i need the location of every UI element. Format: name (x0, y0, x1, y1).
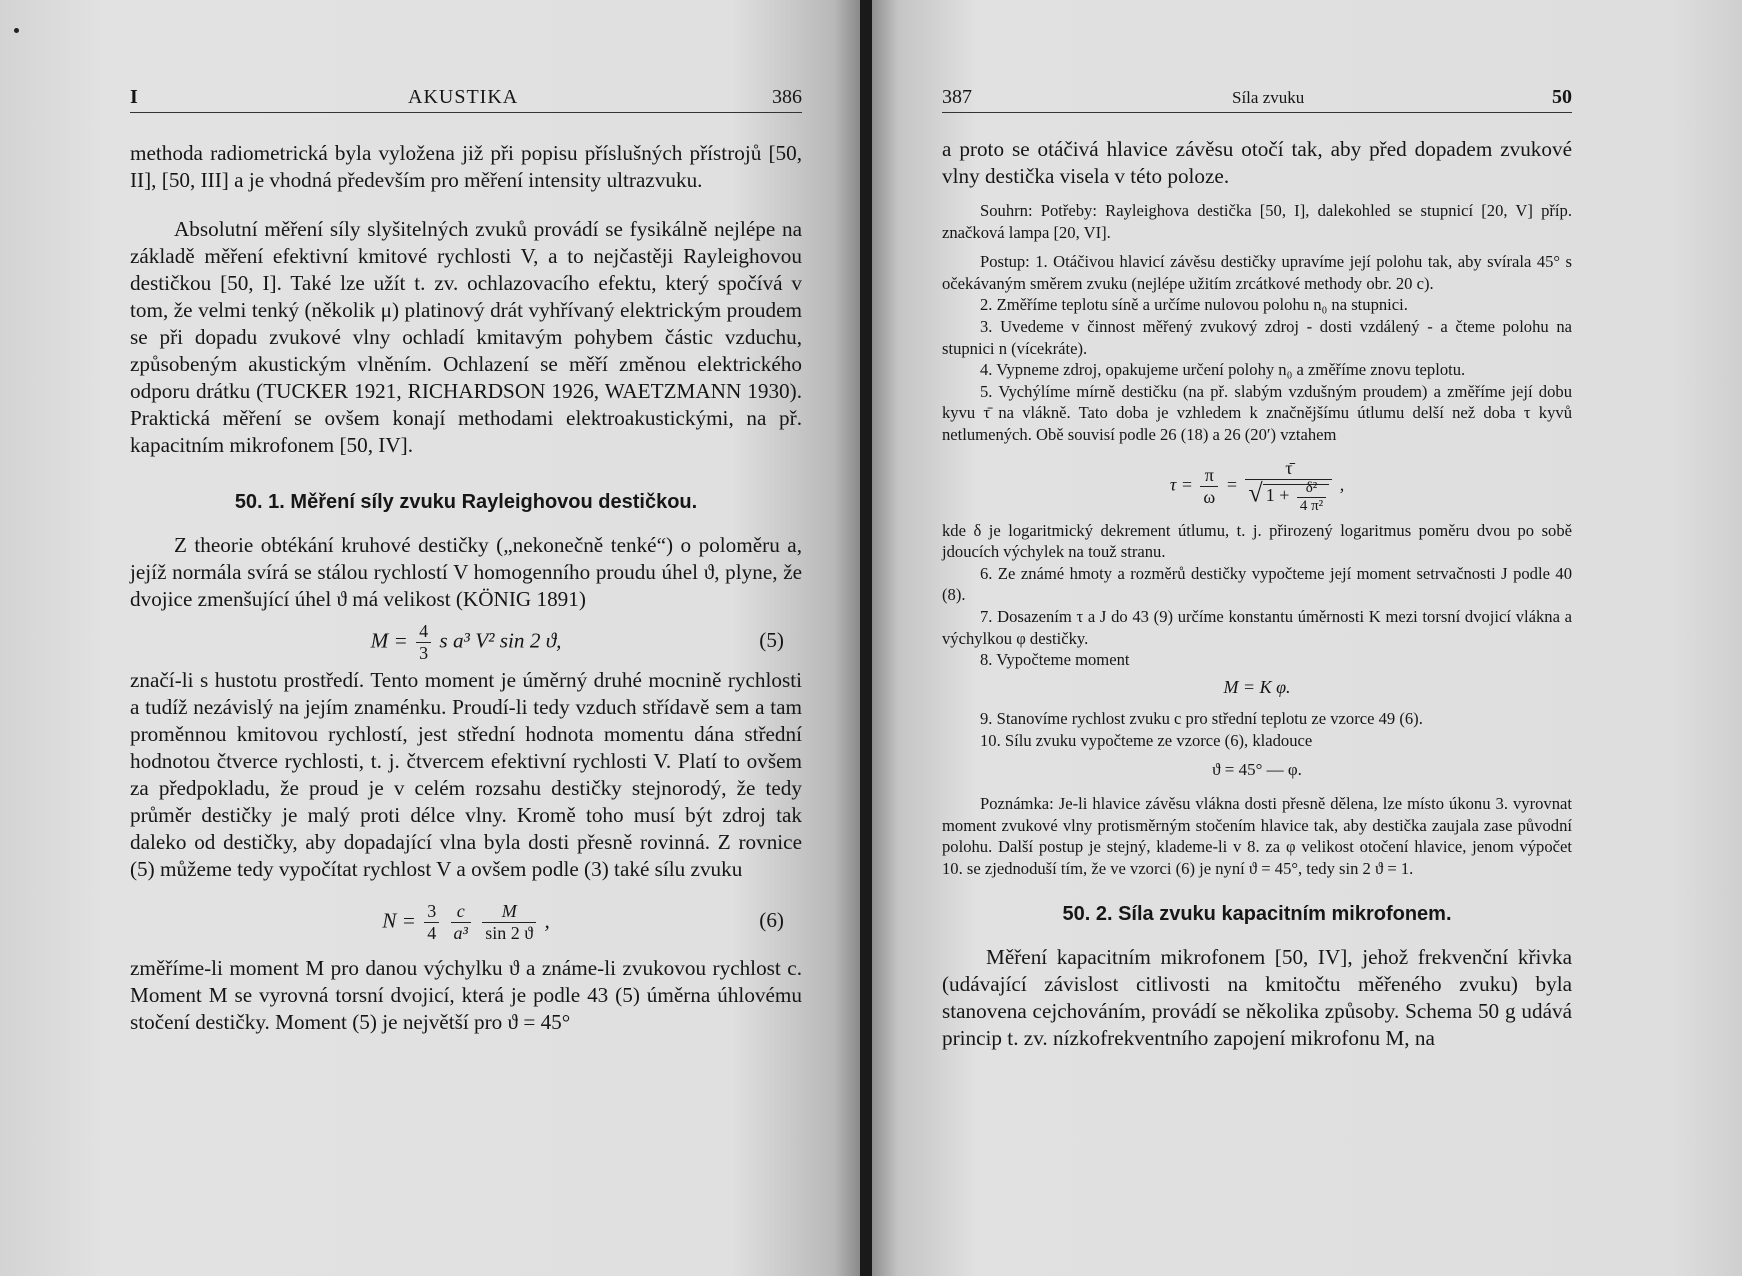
eq-fraction (451, 901, 471, 944)
header-title: Síla zvuku (1232, 88, 1305, 107)
equation-moment: M = K φ. (1223, 676, 1291, 697)
eq-tail: , (544, 908, 550, 933)
equation-label: (6) (759, 908, 784, 932)
fraction-numerator: 4 (416, 621, 431, 643)
procedure-step: 6. Ze známé hmoty a rozměrů destičky vypočteme její moment setrvačnosti J podle 40 (8). (942, 563, 1572, 605)
equation-label: (5) (759, 628, 784, 652)
eq-fraction (482, 901, 536, 944)
left-page (0, 0, 860, 1276)
procedure-step: 3. Uvedeme v činnost měřený zvukový zdroj - dosti vzdálený - a čteme polohu na stupnici n (vícekráte). (942, 316, 1572, 358)
fraction-denominator: sin 2 ϑ (485, 923, 534, 943)
sqrt-sign: √ (1248, 478, 1263, 508)
eq-lhs: N = (382, 908, 416, 933)
fraction-denominator: ω (1203, 486, 1216, 507)
paragraph: methoda radiometrická byla vyložena již při popisu příslušných přístrojů [50, II], [50, III] a je vhodná především pro měření intensity ultrazvuku. (130, 141, 802, 192)
fraction-numerator: c (451, 901, 471, 923)
procedure-step: Postup: 1. Otáčivou hlavicí závěsu destičky upravíme její polohu tak, aby svírala 45° s očekávaným směrem zvuku (nejlépe užitím zrcátkové methody obr. 20 c). (942, 252, 1572, 293)
section-heading: 50. 2. Síla zvuku kapacitním mikrofonem. (1062, 903, 1452, 926)
sqrt-term: 1 + (1265, 485, 1290, 506)
eq-fraction (424, 901, 439, 944)
paragraph: Měření kapacitním mikrofonem [50, IV], jehož frekvenční křivka (udávající závislost citlivosti na kmitočtu měřeného zvuku) byla stanovena cejchováním, provádí se několika způsoby. Schema 50 g udává princip t. zv. nízkofrekventního zapojení mikrofonu M, na (942, 945, 1572, 1051)
procedure-block (942, 200, 1572, 879)
fraction-denominator (1245, 480, 1332, 515)
right-page (872, 0, 1742, 1276)
fraction-numerator: δ² (1297, 480, 1326, 498)
header-section-number: 50 (1552, 86, 1572, 108)
paragraph: a proto se otáčivá hlavice závěsu otočí tak, aby před dopadem zvukové vlny destička visela v této poloze. (942, 137, 1572, 188)
equation-tau (942, 446, 1572, 520)
book-gutter (860, 0, 872, 1276)
procedure-step: 10. Sílu zvuku vypočteme ze vzorce (6), kladouce (980, 730, 1313, 750)
paragraph: Absolutní měření síly slyšitelných zvuků provádí se fysikálně nejlépe na základě měření efektivní kmitové rychlosti V, a to nejčastěji Rayleighovou destičkou [50, I]. Také lze užít t. zv. ochlazovacího efektu, který spočívá v tom, že velmi tenký (několik μ) platinový drát vyhřívaný elektrickým proudem se při dopadu zvukové vlny ochladí kmitavým pohybem částic vzduchu, způsobeným akustickým vlněním. Ochlazení se měří změnou elektrického odporu drátku (TUCKER 1921, RICHARDSON 1926, WAETZMANN 1930). Praktická měření se ovšem konají methodami elektroakustickými, na př. kapacitním mikrofonem [50, IV]. (130, 217, 802, 457)
eq-lhs: M = (370, 628, 408, 653)
eq-fraction (1200, 465, 1218, 508)
header-title: AKUSTIKA (408, 86, 519, 108)
eq-fraction (1245, 458, 1332, 515)
right-running-header (942, 86, 1572, 113)
eq-tail: , (1339, 474, 1345, 495)
section-heading: 50. 1. Měření síly zvuku Rayleighovou destičkou. (234, 491, 698, 513)
left-body (130, 140, 802, 1036)
header-page-number: 386 (772, 86, 802, 108)
summary-line: Souhrn: Potřeby: Rayleighova destička [50, I], dalekohled se stupnicí [20, V] příp. značková lampa [20, VI]. (942, 201, 1572, 242)
fraction-denominator: a³ (453, 923, 468, 943)
procedure-step: 7. Dosazením τ a J do 43 (9) určíme konstantu úměrnosti K mezi torsní dvojicí vlákna a výchylkou φ destičky. (942, 606, 1572, 648)
procedure-step: 2. Změříme teplotu síně a určíme nulovou polohu n₀ na stupnici. (980, 295, 1408, 315)
procedure-step: 9. Stanovíme rychlost zvuku c pro střední teplotu ze vzorce 49 (6). (980, 709, 1423, 729)
fraction-numerator: τ̄ (1245, 458, 1332, 480)
sqrt-content (1263, 479, 1329, 514)
fraction-denominator: 4 π² (1299, 497, 1324, 514)
eq-lhs: τ = (1169, 474, 1193, 495)
right-body (942, 136, 1572, 1052)
eq-rhs: s a³ V² sin 2 ϑ, (439, 628, 562, 653)
equation-6 (130, 893, 802, 955)
paragraph: Z theorie obtékání kruhové destičky („nekonečně tenké“) o poloměru a, jejíž normála svírá se stálou rychlostí V homogenního proudu úhel ϑ, plyne, že dvojice zmenšující úhel ϑ má velikost (KÖNIG 1891) (130, 533, 802, 611)
eq-equals: = (1225, 474, 1238, 495)
paragraph: změříme-li moment M pro danou výchylku ϑ a známe-li zvukovou rychlost c. Moment M se vyrovná torsní dvojicí, která je podle 43 (5) úměrna úhlovému stočení destičky. Moment (5) je největší pro ϑ = 45° (130, 956, 802, 1034)
procedure-step: kde δ je logaritmický dekrement útlumu, t. j. přirozený logaritmus poměru dvou po sobě jdoucích výchylek na touž stranu. (942, 520, 1572, 562)
paragraph: značí-li s hustotu prostředí. Tento moment je úměrný druhé mocnině rychlosti a tudíž nezávislý na jejím znaménku. Proudí-li tedy vzduch střídavě sem a tam proměnnou kmitovou rychlostí, jest střední hodnota momentu dána střední hodnotou čtverce rychlosti, t. j. čtvercem efektivní rychlosti V. Platí to ovšem za předpokladu, že proud je v celém rozsahu destičky stejnorodý, že tedy průměr destičky je malý proti délce vlny. Kromě toho musí být zdroj tak daleko od destičky, aby dopadající vlna byla dosti přesně rovinná. Z rovnice (5) můžeme tedy vypočítat rychlost V a ovšem podle (3) také sílu zvuku (130, 668, 802, 881)
eq-fraction (1297, 480, 1326, 515)
fraction-numerator: 3 (424, 901, 439, 923)
eq-fraction (416, 621, 431, 664)
equation-5 (130, 613, 802, 667)
fraction-denominator: 4 (427, 923, 437, 943)
fraction-denominator: 3 (419, 643, 429, 663)
fraction-numerator: M (482, 901, 536, 923)
speck (14, 28, 19, 33)
left-running-header (130, 86, 802, 113)
header-page-number: 387 (942, 86, 972, 108)
fraction-numerator: π (1200, 465, 1218, 487)
equation-theta: ϑ = 45° — φ. (1212, 760, 1302, 780)
header-section-number: I (130, 86, 138, 108)
procedure-step: 8. Vypočteme moment (980, 650, 1130, 670)
procedure-step: 4. Vypneme zdroj, opakujeme určení polohy n₀ a změříme znovu teplotu. (980, 360, 1466, 380)
procedure-step: 5. Vychýlíme mírně destičku (na př. slabým vzdušným proudem) a změříme její dobu kyvu τ̄ na vlákně. Tato doba je vzhledem k značnějšímu útlumu delší než doba τ kyvů netlumených. Obě souvisí podle 26 (18) a 26 (20′) vztahem (942, 381, 1572, 444)
note-paragraph: Poznámka: Je-li hlavice závěsu vlákna dosti přesně dělena, lze místo úkonu 3. vyrovnat moment zvukové vlny protisměrným stočením hlavice tak, aby destička zaujala zase původní polohu. Další postup je stejný, klademe-li v 8. za φ velikost otočení hlavice, jenom výpočet 10. se zjednoduší tím, že ve vzorci (6) je nyní ϑ = 45°, tedy sin 2 ϑ = 1. (942, 794, 1572, 878)
